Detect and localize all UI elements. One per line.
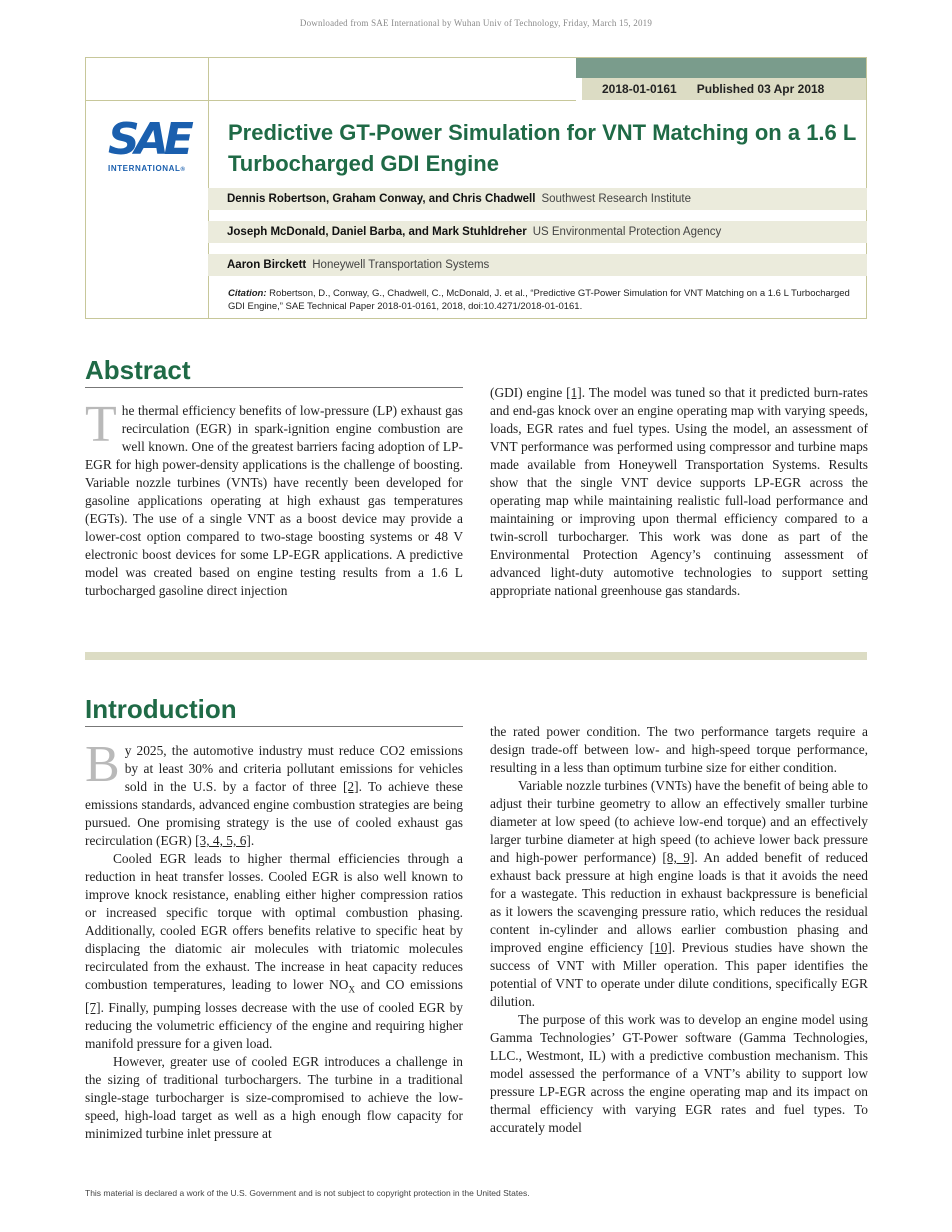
abstract-text-right: (GDI) engine [490,385,567,400]
sae-logo-letters: SAE [108,114,189,165]
abstract-text-left: he thermal efficiency benefits of low-pressure (LP) exhaust gas recirculation (EGR) in spark-ignition engine combustion are well known. One of the greatest barriers facing adoption of LP-EGR for high power-density applications is the challenge of boosting. Variable nozzle turbines (VNTs) have recently been developed for gasoline applications operating at high exhaust gas temperatures (EGTs). The use of a single VNT as a boost device may provide a lower-cost option compared to two-stage boosting systems or 48 V electronic boost devices for some LP-EGR applications. A predictive model was created based on engine testing results from a 1.6 L turbocharged gasoline direct injection [85,403,463,598]
author-row-1 [208,188,867,210]
intro-text: . To achieve these emissions standards, advanced engine combustion strategies are being pursued. One promising strategy is the use of cooled exhaust gas recirculation (EGR) [85,779,463,848]
abstract-left-column [85,396,463,600]
download-note: Downloaded from SAE International by Wuhan Univ of Technology, Friday, March 15, 2019 [299,18,653,28]
abstract-right-column [490,384,868,600]
introduction-dropcap: B [85,736,120,793]
sae-logo-subtitle: INTERNATIONAL® [108,164,186,173]
intro-text: Cooled EGR leads to higher thermal efficiencies through a reduction in heat transfer losses. Cooled EGR is also well known to improve knock resistance, enabling either higher compression ratios or increased specific torque with optimal combustion phasing. Additionally, cooled EGR offers benefits relative to specific heat by displacing the diatomic air molecules with triatomic molecules recirculated from the exhaust. The increase in heat capacity reduces combustion temperatures, leading to lower NO [85,851,463,992]
paper-id-bar [582,78,866,100]
reference-link[interactable]: [2] [342,779,359,794]
intro-text: Variable nozzle turbines (VNTs) have the benefit of being able to adjust their turbine geometry to allow an effectively smaller turbine diameter at low speed (to achieve low-end torque) and an effectively larger turbine diameter at high speed (to achieve lower back pressure and high-power performance) [490,778,868,865]
section-separator [85,652,867,660]
introduction-heading-rule [85,726,463,727]
author-names: Dennis Robertson, Graham Conway, and Chris Chadwell [227,193,536,205]
published-date: Published 03 Apr 2018 [696,82,825,96]
abstract-heading-rule [85,387,463,388]
subscript: X [348,984,355,995]
intro-paragraph: The purpose of this work was to develop an engine model using Gamma Technologies’ GT-Power software (Gamma Technologies, LLC., Westmont, IL) with a predictive combustion mechanism. This model assessed the performance of a VNT’s ability to support low pressure LP-EGR across the engine operating map and its impact on thermal efficiency with varying EGR rates and fuel types. To accurately model [490,1012,868,1135]
intro-text: . An added benefit of reduced exhaust back pressure at high engine loads is that it avoids the need for a wastegate. This reduction in exhaust backpressure is beneficial as it lowers the scavenging pressure ratio, which reduces the residual content in-cylinder and allows earlier combustion phasing and improved engine efficiency [490,850,868,955]
citation-text: Robertson, D., Conway, G., Chadwell, C., McDonald, J. et al., “Predictive GT-Power Simulation for VNT Matching on a 1.6 L Turbocharged GDI Engine,” SAE Technical Paper 2018-01-0161, 2018, doi:10.4271/2018-01-0161. [228,288,850,312]
intro-paragraph: However, greater use of cooled EGR introduces a challenge in the sizing of traditional turbochargers. The turbine in a traditional single-stage turbocharger is size-compromised to achieve the low-speed, high-load target as well as a high enough flow capacity for minimized turbine inlet pressure at [85,1053,463,1141]
intro-text: and CO emissions [354,977,463,992]
introduction-right-column [490,723,868,1137]
author-affiliation: Southwest Research Institute [541,193,692,205]
header-accent-band [576,58,866,78]
reference-link[interactable]: [1] [566,385,582,400]
author-row-3 [208,254,867,276]
intro-text: . [250,833,255,848]
frame-divider-horizontal [86,100,576,101]
intro-text: . Finally, pumping losses decrease with the use of cooled EGR by reducing the volumetric efficiency of the engine and requiring higher manifold pressure for a given load. [85,999,463,1051]
sae-logo [108,114,198,180]
intro-text: . Previous studies have shown the success of VNT with Miller operation. This paper identifies the potential of VNT to operate under dilute conditions, specifically EGR dilution. [490,940,868,1009]
copyright-footer: This material is declared a work of the U.S. Government and is not subject to copyright protection in the United States. [85,1188,530,1198]
paper-title: Predictive GT-Power Simulation for VNT Matching on a 1.6 L Turbocharged GDI Engine [228,120,856,176]
abstract-dropcap: T [85,396,117,453]
reference-link[interactable]: [7] [85,999,101,1015]
author-names: Aaron Birckett [227,259,307,271]
abstract-heading: Abstract [85,355,191,385]
author-affiliation: Honeywell Transportation Systems [312,259,490,271]
reference-link[interactable]: [3, 4, 5, 6] [195,833,251,848]
author-names: Joseph McDonald, Daniel Barba, and Mark Stuhldreher [227,226,527,238]
author-affiliation: US Environmental Protection Agency [532,226,722,238]
abstract-text-right-cont: . The model was tuned so that it predicted burn-rates and end-gas knock over an engine operating map with varying speeds, loads, EGR rates and fuel types. Using the model, an assessment of VNT performance was performed using compressor and turbine maps made available from Honeywell Transportation Systems. Results show that the single VNT device supports LP-EGR across the operating map while maintaining realistic full-load performance and maintaining or improving upon thermal efficiency compared to a twin-scroll turbocharger. This work was done as part of the Environmental Protection Agency’s continuing assessment of advanced light-duty automotive technologies to support setting appropriate national greenhouse gas standards. [490,385,869,598]
introduction-heading: Introduction [85,694,237,724]
citation [228,287,853,313]
introduction-left-column [85,736,463,1143]
author-row-2 [208,221,867,243]
intro-text: y 2025, the automotive industry must reduce CO2 emissions by at least 30% and criteria pollutant emissions for vehicles sold in the U.S. by a factor of three [124,743,463,794]
intro-paragraph: the rated power condition. The two performance targets require a design trade-off between low- and high-speed torque performance, resulting in a less than optimum turbine size for either condition. [490,724,868,775]
reference-link[interactable]: [10] [649,940,672,955]
paper-id: 2018-01-0161 [602,82,677,96]
reference-link[interactable]: [8, 9] [662,850,695,865]
citation-label: Citation: [228,288,267,299]
